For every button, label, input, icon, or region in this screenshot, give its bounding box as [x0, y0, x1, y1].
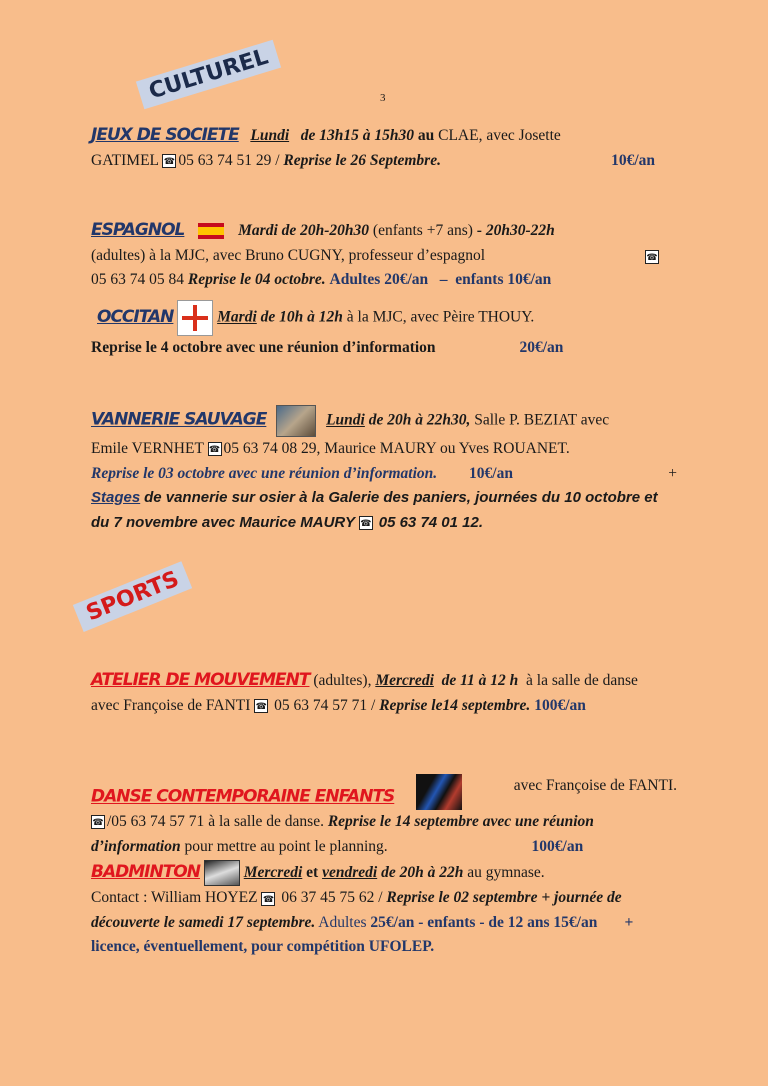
vannerie-reprise: Reprise le 03 octobre avec une réunion d’information.: [91, 464, 438, 482]
danse-phone: /05 63 74 57 71: [107, 813, 205, 830]
espagnol-price-dash: –: [439, 271, 448, 288]
espagnol-hours-children: Mardi de 20h-20h30: [238, 222, 370, 239]
badminton-children-price: - enfants - de 12 ans 15€/an: [418, 913, 598, 931]
vannerie-stages-label: Stages: [91, 489, 141, 506]
jeux-title: JEUX DE SOCIETE: [91, 125, 239, 145]
jeux-sep: /: [275, 151, 280, 169]
atelier-hours: de 11 à 12 h: [441, 672, 519, 689]
vannerie-day: Lundi: [326, 411, 365, 429]
espagnol-children-note: (enfants +7 ans): [372, 222, 473, 239]
vannerie-hours: de 20h à 22h30,: [368, 411, 471, 429]
atelier-price: 100€/an: [534, 696, 586, 714]
occitan-price: 20€/an: [519, 339, 564, 356]
basket-photo: [276, 405, 316, 437]
occitan-teacher: avec Pèire THOUY.: [410, 308, 535, 326]
badminton-adults-price: 25€/an: [370, 913, 415, 931]
vannerie-phone1: 05 63 74 08 29,: [223, 440, 321, 457]
badminton-section: [91, 860, 677, 960]
espagnol-reprise: Reprise le 04 octobre.: [187, 271, 326, 288]
spain-flag-icon: [198, 223, 224, 239]
phone-icon: ☎: [262, 893, 275, 904]
danse-title: DANSE CONTEMPORAINE ENFANTS: [91, 786, 395, 807]
badminton-phone: 06 37 45 75 62 /: [281, 889, 383, 907]
culturel-banner: CULTUREL: [136, 40, 281, 110]
occitan-section: [91, 300, 677, 361]
jeux-au: au: [417, 127, 435, 144]
phone-icon: ☎: [208, 444, 221, 455]
jeux-section: [91, 123, 677, 173]
phone-icon: ☎: [360, 517, 372, 528]
espagnol-hours-adults: 20h30-22h: [485, 222, 555, 239]
jeux-day: Lundi: [250, 127, 290, 144]
badminton-contact: Contact : William HOYEZ: [91, 889, 258, 907]
badminton-reprise: Reprise le 02 septembre + journée de découverte le samedi 17 septembre.: [91, 889, 622, 931]
jeux-phone: 05 63 74 51 29: [178, 151, 272, 169]
occitan-reprise: Reprise le 4 octobre avec une réunion d’information: [91, 339, 436, 356]
badminton-photo: [204, 860, 240, 886]
jeux-price: 10€/an: [611, 151, 655, 169]
atelier-section: [91, 668, 677, 718]
atelier-place: à la salle de danse: [526, 672, 638, 689]
atelier-adults: (adultes),: [313, 672, 372, 689]
atelier-reprise: Reprise le14 septembre.: [379, 696, 531, 714]
badminton-hours: de 20h à 22h: [381, 864, 464, 881]
vannerie-place: Salle P. BEZIAT avec: [474, 411, 610, 429]
danse-reprise: Reprise le 14 septembre avec une réunion d’information: [91, 813, 594, 855]
badminton-licence: + licence, éventuellement, pour compétition UFOLEP.: [91, 913, 634, 956]
espagnol-line2: (adultes) à la MJC, avec Bruno CUGNY, professeur d’espagnol: [91, 246, 486, 264]
occitan-day: Mardi: [217, 308, 257, 326]
danse-price: 100€/an: [531, 837, 584, 855]
jeux-place: CLAE, avec Josette: [438, 127, 561, 144]
sports-banner: SPORTS: [73, 561, 193, 632]
danse-rest: pour mettre au point le planning.: [184, 837, 388, 855]
occitan-title: OCCITAN: [97, 306, 174, 327]
occitan-hours: de 10h à 12h: [260, 308, 343, 326]
dance-photo: [416, 774, 462, 810]
vannerie-plus: +: [668, 464, 677, 482]
atelier-teacher: avec Françoise de FANTI: [91, 696, 251, 714]
vannerie-contact2: Maurice MAURY ou Yves ROUANET.: [324, 440, 570, 457]
atelier-phone: 05 63 74 57 71 /: [274, 696, 376, 714]
espagnol-dash: -: [476, 222, 482, 239]
vannerie-phone2: 05 63 74 01 12.: [378, 513, 483, 531]
vannerie-stages-text: de vannerie sur osier à la Galerie des paniers, journées du 10 octobre et du 7 novembre avec Maurice MAURY: [91, 489, 658, 531]
badminton-place: au gymnase.: [467, 864, 545, 881]
jeux-reprise: Reprise le 26 Septembre.: [283, 151, 441, 169]
phone-icon: ☎: [646, 251, 658, 262]
badminton-day2: vendredi: [322, 864, 378, 881]
occitan-place: à la MJC,: [346, 308, 407, 326]
jeux-hours: de 13h15 à 15h30: [300, 127, 414, 144]
jeux-contact: GATIMEL: [91, 151, 159, 169]
phone-icon: ☎: [92, 817, 104, 828]
vannerie-section: [91, 405, 677, 535]
phone-icon: ☎: [255, 700, 267, 711]
atelier-title: ATELIER DE MOUVEMENT: [91, 670, 310, 690]
phone-icon: ☎: [163, 155, 175, 166]
espagnol-children-price: enfants 10€/an: [455, 271, 552, 288]
espagnol-section: [91, 218, 677, 293]
badminton-title: BADMINTON: [91, 862, 200, 882]
espagnol-phone: 05 63 74 05 84: [91, 271, 184, 288]
danse-section: [91, 774, 677, 859]
occitan-cross-icon: [177, 300, 213, 336]
atelier-day: Mercredi: [375, 672, 434, 689]
vannerie-contact1: Emile VERNHET: [91, 440, 204, 457]
espagnol-title: ESPAGNOL: [91, 220, 185, 240]
vannerie-price: 10€/an: [469, 464, 513, 482]
espagnol-adults-price: Adultes 20€/an: [329, 271, 429, 288]
badminton-et: et: [306, 864, 319, 881]
page-number: 3: [380, 92, 386, 104]
danse-teacher: avec Françoise de FANTI.: [513, 777, 677, 794]
vannerie-title: VANNERIE SAUVAGE: [91, 409, 267, 430]
badminton-adults-label: Adultes: [318, 913, 367, 931]
badminton-day1: Mercredi: [243, 864, 303, 881]
danse-place: à la salle de danse.: [208, 813, 324, 830]
